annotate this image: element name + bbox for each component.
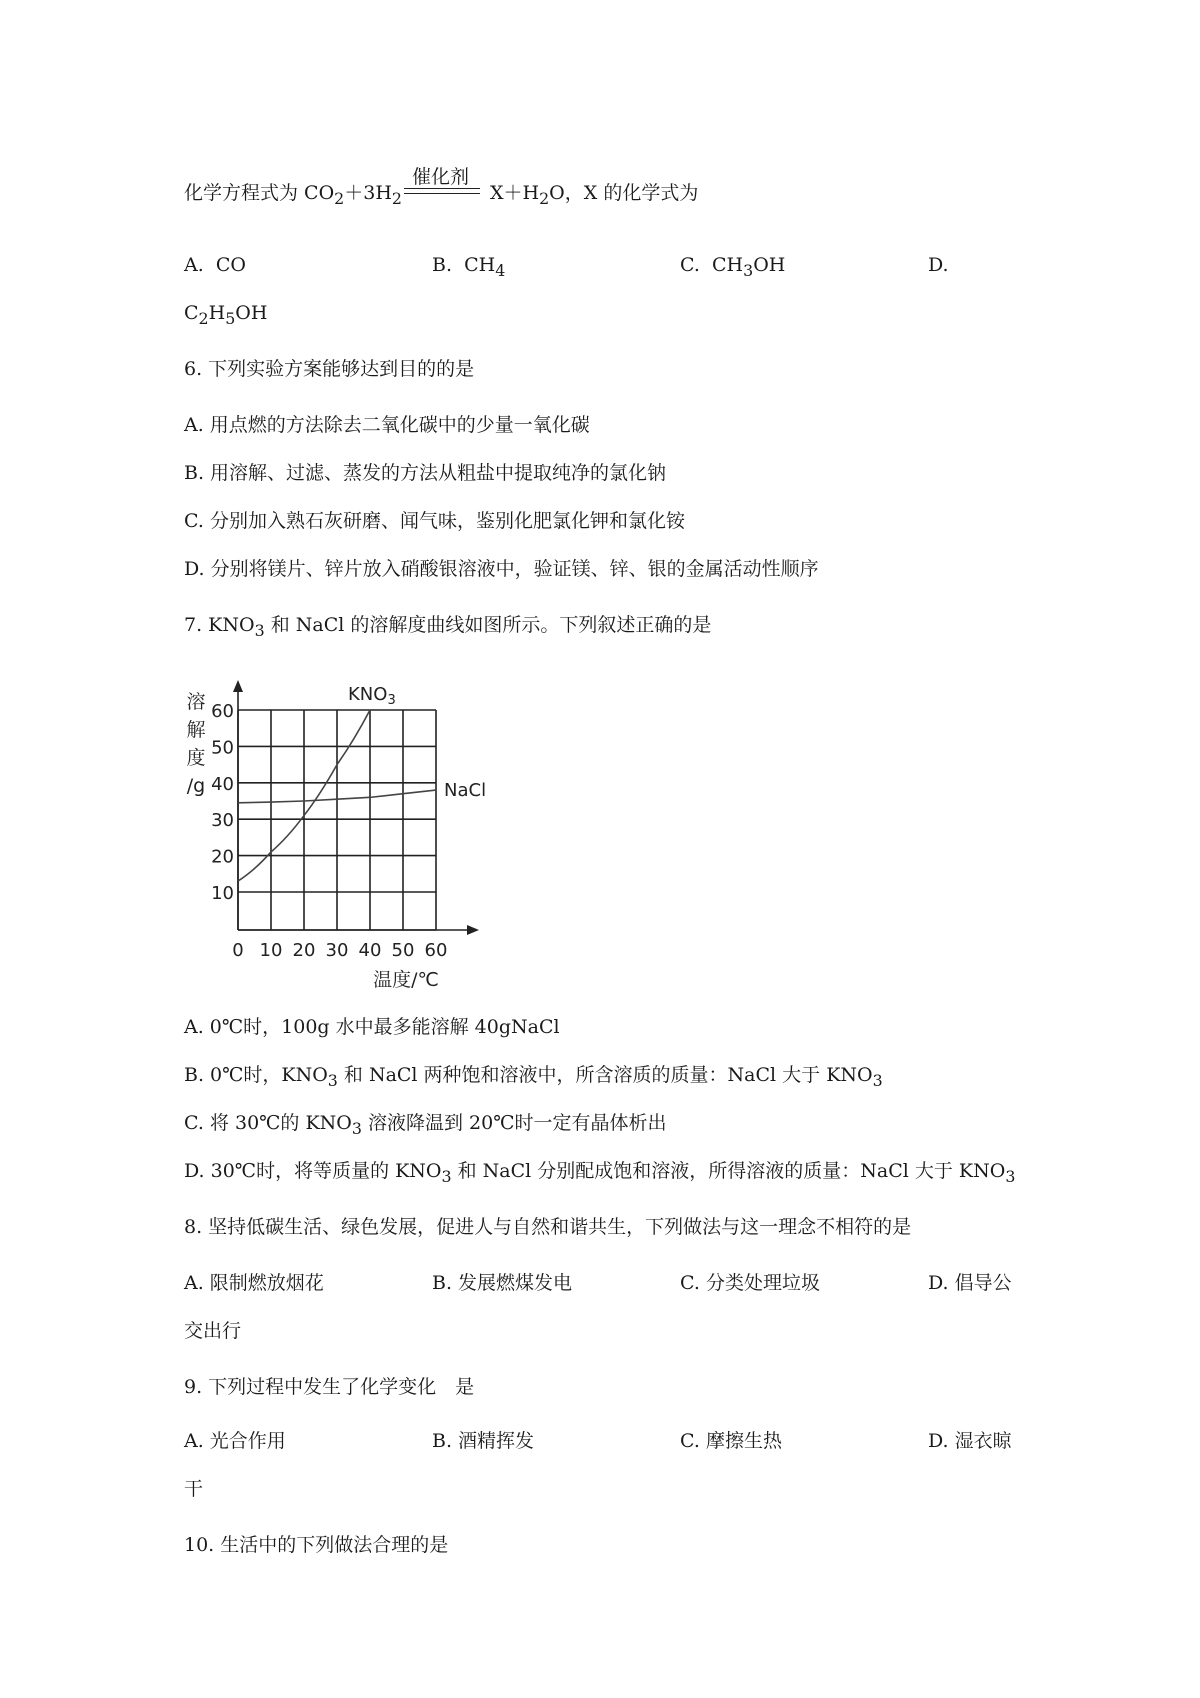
- q8-option-c: C. 分类处理垃圾: [680, 1272, 820, 1294]
- q6-option-c: C. 分别加入熟石灰研磨、闻气味，鉴别化肥氯化钾和氯化铵: [184, 510, 685, 532]
- x-tick-label: 0: [232, 940, 244, 961]
- q7-stem: 7. $KNO_3$ 和 NaCl 的溶解度曲线如图所示。下列叙述正确的是: [184, 614, 712, 640]
- q9-stem: 9. 下列过程中发生了化学变化 是: [184, 1376, 475, 1398]
- q8-option-a: A. 限制燃放烟花: [184, 1272, 324, 1294]
- y-axis-label: 度: [186, 747, 206, 769]
- q5-option-d-label: D.: [928, 254, 949, 276]
- x-tick-label: 50: [391, 940, 415, 961]
- q9-option-d-cont: 干: [184, 1478, 204, 1500]
- y-tick-label: 60: [211, 701, 234, 722]
- q6-option-b: B. 用溶解、过滤、蒸发的方法从粗盐中提取纯净的氯化钠: [184, 462, 667, 484]
- q9-option-b: B. 酒精挥发: [432, 1430, 535, 1452]
- q9-option-c: C. 摩擦生热: [680, 1430, 782, 1452]
- y-tick-label: 40: [211, 773, 234, 795]
- y-axis-label: 解: [186, 719, 206, 741]
- q9-option-a: A. 光合作用: [184, 1430, 286, 1452]
- x-tick-label: 20: [292, 940, 316, 961]
- x-tick-label: 60: [424, 940, 448, 961]
- q6-option-a: A. 用点燃的方法除去二氧化碳中的少量一氧化碳: [184, 414, 590, 436]
- q8-option-b: B. 发展燃煤发电: [432, 1272, 573, 1294]
- q5-option-b: B. $CH_4$: [432, 254, 506, 280]
- solubility-chart: [180, 672, 500, 992]
- q6-stem: 6. 下列实验方案能够达到目的的是: [184, 358, 475, 380]
- y-tick-label: 50: [211, 737, 234, 759]
- q8-option-d-cont: 交出行: [184, 1320, 242, 1342]
- y-axis-label: 溶: [186, 691, 206, 713]
- catalyst-label: 催化剂: [412, 166, 470, 188]
- q7-option-c: C. 将 30℃的 $KNO_3$ 溶液降温到 20℃时一定有晶体析出: [184, 1112, 667, 1138]
- y-tick-label: 20: [211, 846, 234, 868]
- q7-option-b: B. 0℃时，$KNO_3$ 和 NaCl 两种饱和溶液中，所含溶质的质量：NaCl 大于 $KNO_3$: [184, 1064, 883, 1090]
- y-axis-label: /g: [186, 775, 206, 797]
- x-tick-label: 10: [259, 940, 283, 961]
- x-tick-label: 30: [325, 940, 349, 961]
- x-axis-arrow: [467, 925, 479, 935]
- q9-option-d: D. 湿衣晾: [928, 1430, 1012, 1452]
- series-label-nacl: NaCl: [444, 780, 487, 802]
- q5-option-a: A. CO: [184, 254, 246, 276]
- q8-stem: 8. 坚持低碳生活、绿色发展，促进人与自然和谐共生，下列做法与这一理念不相符的是: [184, 1216, 912, 1238]
- q8-option-d: D. 倡导公: [928, 1272, 1012, 1294]
- y-axis-arrow: [233, 680, 243, 692]
- series-label-kno3: $KNO_3$: [348, 684, 396, 708]
- x-tick-label: 40: [358, 940, 382, 961]
- x-axis-label: 温度/℃: [373, 969, 439, 991]
- equation-line: 化学方程式为 $CO_2+3H_2$ $X+H_2O$，X 的化学式为: [184, 182, 699, 208]
- q7-option-a: A. 0℃时，100g 水中最多能溶解 40gNaCl: [184, 1016, 560, 1038]
- q5-option-c: C. $CH_3OH$: [680, 254, 786, 280]
- q7-option-d: D. 30℃时，将等质量的 $KNO_3$ 和 NaCl 分别配成饱和溶液，所得溶液的质量：NaCl 大于 $KNO_3$: [184, 1160, 1016, 1186]
- y-tick-label: 10: [211, 883, 234, 904]
- q5-option-d-text: $C_2H_5OH$: [184, 302, 268, 328]
- y-tick-label: 30: [211, 810, 234, 832]
- q6-option-d: D. 分别将镁片、锌片放入硝酸银溶液中，验证镁、锌、银的金属活动性顺序: [184, 558, 819, 580]
- q10-stem: 10. 生活中的下列做法合理的是: [184, 1534, 449, 1556]
